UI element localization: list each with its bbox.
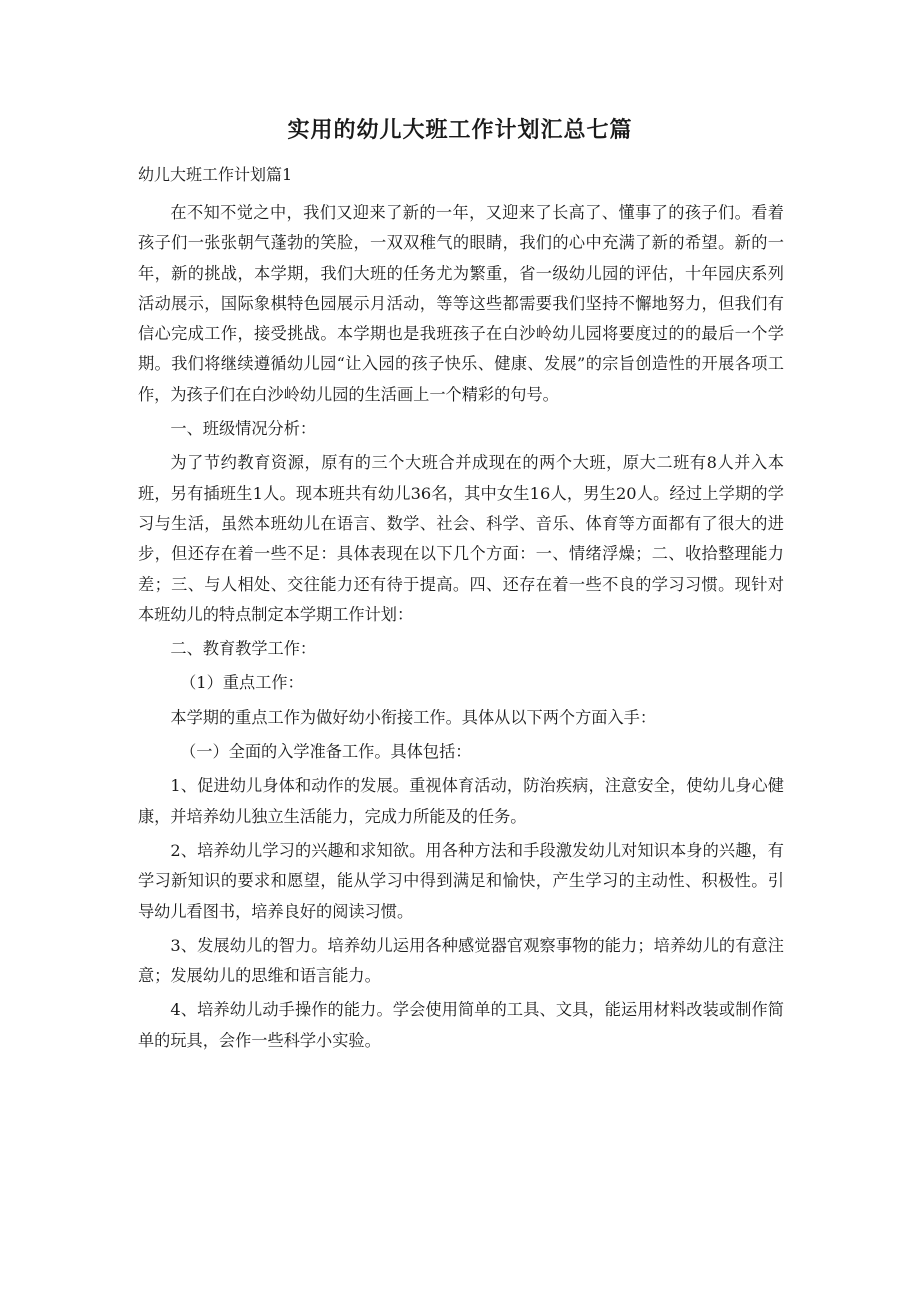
paragraph-key-work: 本学期的重点工作为做好幼小衔接工作。具体从以下两个方面入手： [170, 707, 657, 727]
heading-class-analysis: 一、班级情况分析： [170, 419, 317, 439]
heading-school-preparation: （一）全面的入学准备工作。具体包括： [180, 742, 472, 762]
section-heading: 幼儿大班工作计划篇1 [138, 165, 293, 184]
heading-key-work: （1）重点工作： [180, 673, 304, 693]
list-item-1: 1、促进幼儿身体和动作的发展。重视体育活动，防治疾病，注意安全，使幼儿身心健康，并培养幼儿独立生活能力，完成力所能及的任务。 [138, 776, 784, 826]
list-item-4: 4、培养幼儿动手操作的能力。学会使用简单的工具、文具，能运用材料改装或制作简单的玩具，会作一些科学小实验。 [138, 1000, 784, 1050]
paragraph-intro: 在不知不觉之中，我们又迎来了新的一年，又迎来了长高了、懂事了的孩子们。看着孩子们一张张朝气蓬勃的笑脸，一双双稚气的眼睛，我们的心中充满了新的希望。新的一年，新的挑战，本学期，我们大班的任务尤为繁重，省一级幼儿园的评估，十年园庆系列活动展示，国际象棋特色园展示月活动，等等这些都需要我们坚持不懈地努力，但我们有信心完成工作，接受挑战。本学期也是我班孩子在白沙岭幼儿园将要度过的的最后一个学期。我们将继续遵循幼儿园“让入园的孩子快乐、健康、发展”的宗旨创造性的开展各项工作，为孩子们在白沙岭幼儿园的生活画上一个精彩的句号。 [138, 203, 784, 404]
paragraph-class-analysis: 为了节约教育资源，原有的三个大班合并成现在的两个大班，原大二班有8人并入本班，另有插班生1人。现本班共有幼儿36名，其中女生16人，男生20人。经过上学期的学习与生活，虽然本班幼儿在语言、数学、社会、科学、音乐、体育等方面都有了很大的进步，但还存在着一些不足：具体表现在以下几个方面：一、情绪浮燥；二、收拾整理能力差；三、与人相处、交往能力还有待于提高。四、还存在着一些不良的学习习惯。现针对本班幼儿的特点制定本学期工作计划： [138, 453, 784, 624]
list-item-3: 3、发展幼儿的智力。培养幼儿运用各种感觉器官观察事物的能力；培养幼儿的有意注意；发展幼儿的思维和语言能力。 [138, 935, 784, 986]
document-title: 实用的幼儿大班工作计划汇总七篇 [287, 118, 633, 143]
heading-teaching-work: 二、教育教学工作： [170, 639, 317, 659]
list-item-2: 2、培养幼儿学习的兴趣和求知欲。用各种方法和手段激发幼儿对知识本身的兴趣，有学习新知识的要求和愿望，能从学习中得到满足和愉快，产生学习的主动性、积极性。引导幼儿看图书，培养良好的阅读习惯。 [138, 840, 784, 921]
document-body [138, 198, 784, 1056]
